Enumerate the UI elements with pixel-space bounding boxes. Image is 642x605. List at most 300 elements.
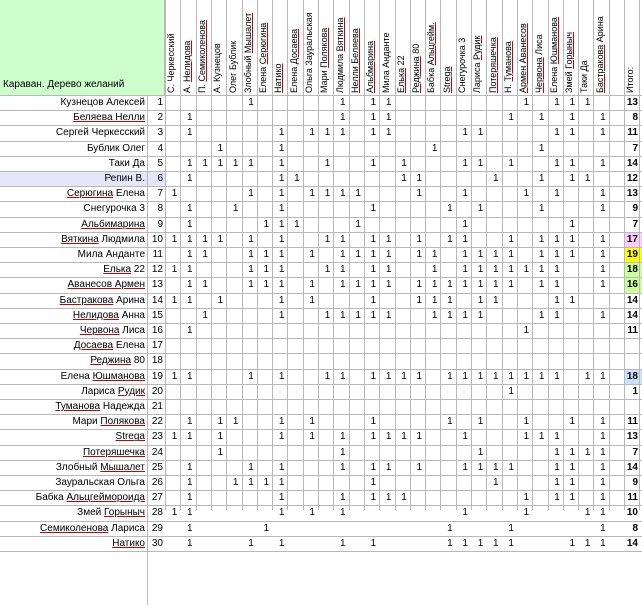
mark-cell[interactable]: 1 — [248, 461, 254, 473]
mark-cell[interactable]: 1 — [523, 325, 530, 336]
mark-cell[interactable]: 1 — [462, 431, 468, 443]
mark-cell[interactable]: 1 — [416, 370, 423, 382]
row-number-cell[interactable]: 20 — [151, 385, 163, 397]
mark-cell[interactable]: 1 — [278, 492, 285, 504]
mark-cell[interactable]: 1 — [309, 127, 315, 139]
mark-cell[interactable]: 1 — [248, 249, 254, 260]
row-total-cell[interactable]: 11 — [627, 325, 638, 336]
mark-cell[interactable]: 1 — [278, 537, 285, 549]
mark-cell[interactable]: 1 — [355, 279, 361, 291]
mark-cell[interactable]: 1 — [263, 477, 270, 488]
mark-cell[interactable]: 1 — [401, 370, 407, 382]
row-name-cell[interactable]: Бастракова Арина — [59, 294, 145, 306]
mark-cell[interactable]: 1 — [600, 446, 606, 458]
mark-cell[interactable]: 1 — [523, 507, 530, 519]
row-name-cell[interactable] — [0, 110, 147, 125]
mark-cell[interactable]: 1 — [278, 264, 285, 276]
mark-cell[interactable]: 1 — [187, 249, 193, 260]
column-header-8[interactable]: Елена Досаева — [288, 28, 299, 93]
row-number-cell[interactable]: 13 — [151, 279, 163, 291]
mark-cell[interactable]: 1 — [508, 249, 514, 260]
mark-cell[interactable]: 1 — [523, 492, 530, 504]
row-number-cell[interactable]: 18 — [151, 355, 163, 367]
mark-cell[interactable]: 1 — [187, 203, 193, 215]
mark-cell[interactable]: 1 — [385, 461, 392, 473]
mark-cell[interactable]: 1 — [370, 203, 377, 215]
mark-cell[interactable]: 1 — [508, 385, 514, 397]
mark-cell[interactable]: 1 — [600, 522, 606, 534]
mark-cell[interactable]: 1 — [569, 157, 576, 169]
mark-cell[interactable]: 1 — [355, 309, 361, 321]
column-header-18[interactable] — [442, 66, 453, 93]
mark-cell[interactable]: 1 — [340, 492, 346, 504]
mark-cell[interactable]: 1 — [431, 279, 438, 291]
mark-cell[interactable]: 1 — [355, 249, 361, 260]
mark-cell[interactable]: 1 — [493, 294, 499, 306]
mark-cell[interactable]: 1 — [278, 370, 285, 382]
header-title-cell[interactable] — [0, 0, 165, 95]
row-total-cell[interactable]: 11 — [627, 492, 638, 504]
mark-cell[interactable]: 1 — [278, 233, 285, 245]
row-number-cell[interactable]: 23 — [151, 431, 163, 443]
row-number-cell[interactable]: 16 — [151, 325, 163, 336]
mark-cell[interactable]: 1 — [569, 537, 576, 549]
mark-cell[interactable]: 1 — [324, 370, 331, 382]
mark-cell[interactable]: 1 — [263, 264, 270, 276]
mark-cell[interactable]: 1 — [401, 157, 407, 169]
mark-cell[interactable]: 1 — [187, 127, 193, 139]
mark-cell[interactable]: 1 — [171, 294, 178, 306]
mark-cell[interactable]: 1 — [600, 188, 606, 200]
mark-cell[interactable]: 1 — [477, 537, 484, 549]
row-total-cell[interactable]: 14 — [626, 294, 638, 306]
row-number-cell[interactable]: 30 — [151, 537, 163, 549]
mark-cell[interactable]: 1 — [278, 431, 285, 443]
mark-cell[interactable]: 1 — [263, 218, 270, 230]
mark-cell[interactable]: 1 — [340, 370, 346, 382]
mark-cell[interactable]: 1 — [569, 477, 576, 488]
mark-cell[interactable]: 1 — [370, 127, 377, 139]
mark-cell[interactable]: 1 — [538, 112, 545, 124]
row-number-cell[interactable]: 10 — [151, 233, 163, 245]
mark-cell[interactable]: 1 — [569, 492, 576, 504]
mark-cell[interactable]: 1 — [385, 249, 392, 260]
mark-cell[interactable]: 1 — [401, 431, 407, 443]
row-number-cell[interactable]: 25 — [151, 461, 163, 473]
mark-cell[interactable]: 1 — [447, 294, 453, 306]
mark-cell[interactable]: 1 — [263, 522, 270, 534]
mark-cell[interactable]: 1 — [554, 492, 560, 504]
mark-cell[interactable]: 1 — [477, 203, 484, 215]
row-name-cell[interactable] — [0, 536, 147, 551]
mark-cell[interactable]: 1 — [538, 203, 545, 215]
row-name-cell[interactable] — [0, 277, 147, 292]
mark-cell[interactable]: 1 — [493, 477, 499, 488]
mark-cell[interactable]: 1 — [508, 537, 514, 549]
mark-cell[interactable]: 1 — [538, 142, 545, 154]
row-name-cell[interactable]: Елька 22 — [103, 264, 145, 276]
mark-cell[interactable]: 1 — [569, 294, 576, 306]
mark-cell[interactable]: 1 — [187, 157, 193, 169]
mark-cell[interactable]: 1 — [462, 264, 468, 276]
row-total-cell[interactable]: 14 — [626, 309, 638, 321]
mark-cell[interactable]: 1 — [309, 431, 315, 443]
mark-cell[interactable]: 1 — [600, 264, 606, 276]
mark-cell[interactable]: 1 — [309, 416, 315, 428]
mark-cell[interactable]: 1 — [508, 370, 514, 382]
mark-cell[interactable]: 1 — [554, 188, 560, 200]
column-header-25[interactable]: Елена Юшманова — [548, 17, 559, 93]
row-name-cell[interactable]: Семиколенова Лариса — [40, 522, 145, 534]
mark-cell[interactable]: 1 — [187, 492, 193, 504]
row-total-cell[interactable]: 7 — [632, 218, 638, 230]
mark-cell[interactable]: 1 — [584, 446, 591, 458]
row-number-cell[interactable]: 26 — [151, 477, 163, 488]
row-name-cell[interactable]: Вяткина Людмила — [61, 233, 145, 245]
row-number-cell[interactable]: 11 — [152, 249, 163, 260]
mark-cell[interactable]: 1 — [554, 309, 560, 321]
mark-cell[interactable]: 1 — [493, 461, 499, 473]
column-header-2[interactable]: П. Семиколенова — [196, 20, 207, 93]
column-header-4[interactable]: Олег Бублик — [227, 40, 238, 93]
mark-cell[interactable]: 1 — [370, 477, 377, 488]
mark-cell[interactable]: 1 — [248, 157, 254, 169]
mark-cell[interactable]: 1 — [493, 537, 499, 549]
mark-cell[interactable]: 1 — [447, 522, 453, 534]
row-number-cell[interactable]: 1 — [157, 97, 163, 108]
mark-cell[interactable]: 1 — [431, 309, 438, 321]
mark-cell[interactable]: 1 — [477, 294, 484, 306]
mark-cell[interactable]: 1 — [600, 416, 606, 428]
row-total-cell[interactable]: 1 — [632, 385, 638, 397]
mark-cell[interactable]: 1 — [278, 249, 285, 260]
row-total-cell[interactable]: 13 — [626, 188, 638, 200]
column-header-26[interactable]: Змей Горыныч — [564, 31, 575, 93]
mark-cell[interactable]: 1 — [217, 446, 224, 458]
column-header-7[interactable] — [273, 63, 284, 93]
mark-cell[interactable]: 1 — [340, 279, 346, 291]
row-name-cell[interactable]: Сергей Черкесский — [55, 127, 145, 139]
mark-cell[interactable]: 1 — [217, 157, 224, 169]
mark-cell[interactable]: 1 — [202, 233, 208, 245]
row-total-cell[interactable]: 9 — [632, 203, 638, 215]
mark-cell[interactable]: 1 — [340, 188, 346, 200]
column-header-22[interactable]: Н. Туманова — [502, 41, 513, 93]
mark-cell[interactable]: 1 — [187, 431, 193, 443]
row-name-cell[interactable]: Зауральская Ольга — [55, 477, 145, 488]
mark-cell[interactable]: 1 — [600, 233, 606, 245]
mark-cell[interactable]: 1 — [278, 203, 285, 215]
mark-cell[interactable]: 1 — [569, 416, 576, 428]
mark-cell[interactable]: 1 — [538, 249, 545, 260]
mark-cell[interactable]: 1 — [309, 188, 315, 200]
row-number-cell[interactable]: 7 — [157, 188, 163, 200]
mark-cell[interactable]: 1 — [385, 370, 392, 382]
mark-cell[interactable]: 1 — [600, 492, 606, 504]
row-name-cell[interactable]: Репин В. — [104, 173, 145, 184]
mark-cell[interactable]: 1 — [294, 218, 300, 230]
mark-cell[interactable]: 1 — [569, 97, 576, 108]
column-header-11[interactable]: Людмила Вяткина — [334, 17, 345, 93]
mark-cell[interactable]: 1 — [569, 127, 576, 139]
row-number-cell[interactable]: 12 — [151, 264, 163, 276]
mark-cell[interactable]: 1 — [493, 264, 499, 276]
row-name-cell[interactable]: Змей Горыныч — [77, 507, 145, 519]
mark-cell[interactable]: 1 — [584, 507, 591, 519]
mark-cell[interactable]: 1 — [523, 188, 530, 200]
mark-cell[interactable]: 1 — [416, 173, 423, 184]
mark-cell[interactable]: 1 — [508, 112, 514, 124]
mark-cell[interactable]: 1 — [309, 279, 315, 291]
mark-cell[interactable]: 1 — [370, 537, 377, 549]
mark-cell[interactable]: 1 — [493, 370, 499, 382]
mark-cell[interactable]: 1 — [248, 537, 254, 549]
mark-cell[interactable]: 1 — [401, 173, 407, 184]
column-header-23[interactable] — [518, 23, 529, 93]
mark-cell[interactable]: 1 — [508, 264, 514, 276]
mark-cell[interactable]: 1 — [600, 249, 606, 260]
column-header-12[interactable] — [350, 28, 361, 93]
row-name-cell[interactable]: Досаева Елена — [73, 340, 145, 352]
row-number-cell[interactable]: 5 — [157, 157, 163, 169]
row-total-cell[interactable]: 10 — [626, 507, 638, 519]
mark-cell[interactable]: 1 — [355, 188, 361, 200]
mark-cell[interactable]: 1 — [385, 233, 392, 245]
mark-cell[interactable]: 1 — [584, 173, 591, 184]
row-total-cell[interactable]: 16 — [624, 277, 642, 292]
mark-cell[interactable]: 1 — [600, 203, 606, 215]
row-total-cell[interactable]: 12 — [626, 173, 638, 184]
mark-cell[interactable]: 1 — [431, 142, 438, 154]
mark-cell[interactable]: 1 — [569, 218, 576, 230]
mark-cell[interactable]: 1 — [187, 477, 193, 488]
mark-cell[interactable]: 1 — [385, 127, 392, 139]
mark-cell[interactable]: 1 — [385, 112, 392, 124]
mark-cell[interactable]: 1 — [278, 142, 285, 154]
mark-cell[interactable]: 1 — [385, 492, 392, 504]
row-total-cell[interactable]: 13 — [626, 431, 638, 443]
mark-cell[interactable]: 1 — [217, 294, 224, 306]
mark-cell[interactable]: 1 — [171, 188, 178, 200]
row-name-cell[interactable]: Реджина 80 — [90, 355, 145, 367]
mark-cell[interactable]: 1 — [202, 157, 208, 169]
mark-cell[interactable]: 1 — [554, 97, 560, 108]
row-number-cell[interactable]: 21 — [151, 401, 163, 412]
mark-cell[interactable]: 1 — [385, 97, 392, 108]
mark-cell[interactable]: 1 — [493, 279, 499, 291]
mark-cell[interactable]: 1 — [340, 507, 346, 519]
mark-cell[interactable]: 1 — [171, 370, 178, 382]
mark-cell[interactable]: 1 — [462, 507, 468, 519]
column-header-5[interactable]: Злобный Мышалет — [242, 12, 253, 93]
mark-cell[interactable]: 1 — [600, 127, 606, 139]
mark-cell[interactable]: 1 — [278, 461, 285, 473]
mark-cell[interactable]: 1 — [508, 522, 514, 534]
mark-cell[interactable]: 1 — [554, 249, 560, 260]
mark-cell[interactable]: 1 — [324, 264, 331, 276]
mark-cell[interactable]: 1 — [202, 249, 208, 260]
mark-cell[interactable]: 1 — [493, 173, 499, 184]
mark-cell[interactable]: 1 — [569, 233, 576, 245]
mark-cell[interactable]: 1 — [416, 233, 423, 245]
mark-cell[interactable]: 1 — [232, 203, 239, 215]
mark-cell[interactable]: 1 — [416, 431, 423, 443]
mark-cell[interactable]: 1 — [187, 537, 193, 549]
mark-cell[interactable]: 1 — [416, 249, 423, 260]
row-name-cell[interactable]: Злобный Мышалет — [55, 461, 145, 473]
mark-cell[interactable]: 1 — [385, 309, 392, 321]
row-total-cell[interactable]: 7 — [632, 142, 638, 154]
column-header-27[interactable]: Таки Да — [579, 60, 590, 93]
mark-cell[interactable]: 1 — [447, 416, 453, 428]
mark-cell[interactable]: 1 — [538, 173, 545, 184]
row-number-cell[interactable]: 15 — [151, 309, 163, 321]
mark-cell[interactable]: 1 — [600, 157, 606, 169]
mark-cell[interactable]: 1 — [477, 309, 484, 321]
row-name-cell[interactable]: Червона Лиса — [79, 325, 145, 336]
row-total-cell[interactable]: 8 — [632, 112, 638, 124]
mark-cell[interactable]: 1 — [600, 112, 606, 124]
mark-cell[interactable]: 1 — [171, 507, 178, 519]
mark-cell[interactable]: 1 — [477, 446, 484, 458]
row-total-cell[interactable]: 8 — [632, 522, 638, 534]
mark-cell[interactable]: 1 — [232, 477, 239, 488]
mark-cell[interactable]: 1 — [523, 416, 530, 428]
mark-cell[interactable]: 1 — [340, 127, 346, 139]
mark-cell[interactable]: 1 — [538, 279, 545, 291]
column-header-19[interactable]: Снегурочка 3 — [457, 37, 467, 93]
row-number-cell[interactable]: 4 — [157, 142, 163, 154]
mark-cell[interactable]: 1 — [477, 370, 484, 382]
column-header-17[interactable]: Бабка Альцгейм. — [426, 22, 437, 93]
mark-cell[interactable]: 1 — [538, 233, 545, 245]
mark-cell[interactable]: 1 — [554, 294, 560, 306]
mark-cell[interactable]: 1 — [538, 264, 545, 276]
mark-cell[interactable]: 1 — [523, 370, 530, 382]
column-header-10[interactable]: Мари Полякова — [319, 27, 330, 93]
mark-cell[interactable]: 1 — [447, 370, 453, 382]
row-name-cell[interactable] — [0, 429, 147, 444]
mark-cell[interactable]: 1 — [278, 294, 285, 306]
mark-cell[interactable]: 1 — [187, 173, 193, 184]
row-name-cell[interactable]: Туманова Надежда — [55, 401, 145, 412]
mark-cell[interactable]: 1 — [187, 294, 193, 306]
mark-cell[interactable]: 1 — [248, 370, 254, 382]
row-number-cell[interactable]: 9 — [157, 218, 163, 230]
row-total-cell[interactable]: 17 — [624, 232, 642, 247]
mark-cell[interactable]: 1 — [554, 127, 560, 139]
mark-cell[interactable]: 1 — [538, 309, 545, 321]
mark-cell[interactable]: 1 — [248, 264, 254, 276]
mark-cell[interactable]: 1 — [248, 188, 254, 200]
row-number-cell[interactable]: 29 — [151, 522, 163, 534]
mark-cell[interactable]: 1 — [554, 461, 560, 473]
row-name-cell[interactable]: Таки Да — [108, 157, 145, 169]
mark-cell[interactable]: 1 — [217, 431, 224, 443]
mark-cell[interactable]: 1 — [462, 309, 468, 321]
mark-cell[interactable]: 1 — [370, 492, 377, 504]
row-number-cell[interactable]: 22 — [151, 416, 163, 428]
mark-cell[interactable]: 1 — [248, 477, 254, 488]
mark-cell[interactable]: 1 — [187, 279, 193, 291]
mark-cell[interactable]: 1 — [340, 461, 346, 473]
row-name-cell[interactable]: Лариса Рудик — [81, 385, 145, 397]
column-header-28[interactable]: Бастракова Арина — [594, 16, 605, 93]
row-name-cell[interactable]: Бабка Альцгеймороида — [35, 492, 145, 504]
mark-cell[interactable]: 1 — [263, 249, 270, 260]
mark-cell[interactable]: 1 — [569, 112, 576, 124]
mark-cell[interactable]: 1 — [324, 127, 331, 139]
mark-cell[interactable]: 1 — [294, 173, 300, 184]
row-name-cell[interactable]: Бублик Олег — [86, 142, 145, 154]
row-name-cell[interactable] — [0, 217, 147, 232]
mark-cell[interactable]: 1 — [187, 233, 193, 245]
mark-cell[interactable]: 1 — [416, 279, 423, 291]
mark-cell[interactable]: 1 — [324, 233, 331, 245]
mark-cell[interactable]: 1 — [324, 188, 331, 200]
mark-cell[interactable]: 1 — [600, 507, 606, 519]
mark-cell[interactable]: 1 — [370, 264, 377, 276]
mark-cell[interactable]: 1 — [340, 431, 346, 443]
row-total-cell[interactable]: 14 — [626, 537, 638, 549]
mark-cell[interactable]: 1 — [600, 461, 606, 473]
mark-cell[interactable]: 1 — [554, 370, 560, 382]
mark-cell[interactable]: 1 — [523, 264, 530, 276]
mark-cell[interactable]: 1 — [584, 370, 591, 382]
mark-cell[interactable]: 1 — [370, 97, 377, 108]
mark-cell[interactable]: 1 — [554, 446, 560, 458]
row-name-cell[interactable]: Мари Полякова — [72, 416, 145, 428]
mark-cell[interactable]: 1 — [202, 279, 208, 291]
row-number-cell[interactable]: 17 — [151, 340, 163, 352]
row-name-cell[interactable]: Мила Андантe — [77, 249, 145, 260]
mark-cell[interactable]: 1 — [447, 537, 453, 549]
column-header-0[interactable]: С. Черкесский — [166, 33, 177, 93]
row-number-cell[interactable]: 6 — [157, 173, 163, 184]
column-header-30[interactable]: Итого: — [625, 66, 636, 93]
mark-cell[interactable]: 1 — [370, 309, 377, 321]
mark-cell[interactable]: 1 — [370, 157, 377, 169]
mark-cell[interactable]: 1 — [278, 507, 285, 519]
mark-cell[interactable]: 1 — [554, 431, 560, 443]
column-header-15[interactable]: Елька 22 — [395, 55, 406, 93]
mark-cell[interactable]: 1 — [401, 492, 407, 504]
mark-cell[interactable]: 1 — [324, 157, 331, 169]
row-total-cell[interactable]: 13 — [626, 97, 638, 108]
mark-cell[interactable]: 1 — [462, 537, 468, 549]
row-total-cell[interactable]: 7 — [632, 446, 638, 458]
mark-cell[interactable]: 1 — [309, 507, 315, 519]
column-header-14[interactable]: Мила Андантe — [380, 32, 391, 93]
mark-cell[interactable]: 1 — [370, 461, 377, 473]
mark-cell[interactable]: 1 — [278, 309, 285, 321]
mark-cell[interactable]: 1 — [248, 233, 254, 245]
row-name-cell[interactable]: Снегурочка 3 — [83, 203, 145, 215]
mark-cell[interactable]: 1 — [447, 309, 453, 321]
mark-cell[interactable]: 1 — [462, 279, 468, 291]
column-header-3[interactable]: А. Кузнецов — [212, 43, 223, 93]
mark-cell[interactable]: 1 — [477, 249, 484, 260]
mark-cell[interactable]: 1 — [462, 461, 468, 473]
mark-cell[interactable]: 1 — [569, 446, 576, 458]
mark-cell[interactable]: 1 — [309, 249, 315, 260]
column-header-1[interactable]: А. Нелидова — [181, 40, 192, 93]
row-total-cell[interactable]: 11 — [627, 127, 638, 139]
row-name-cell[interactable]: Елена Юшманова — [60, 370, 145, 382]
mark-cell[interactable]: 1 — [187, 112, 193, 124]
mark-cell[interactable]: 1 — [324, 309, 331, 321]
mark-cell[interactable]: 1 — [554, 279, 560, 291]
